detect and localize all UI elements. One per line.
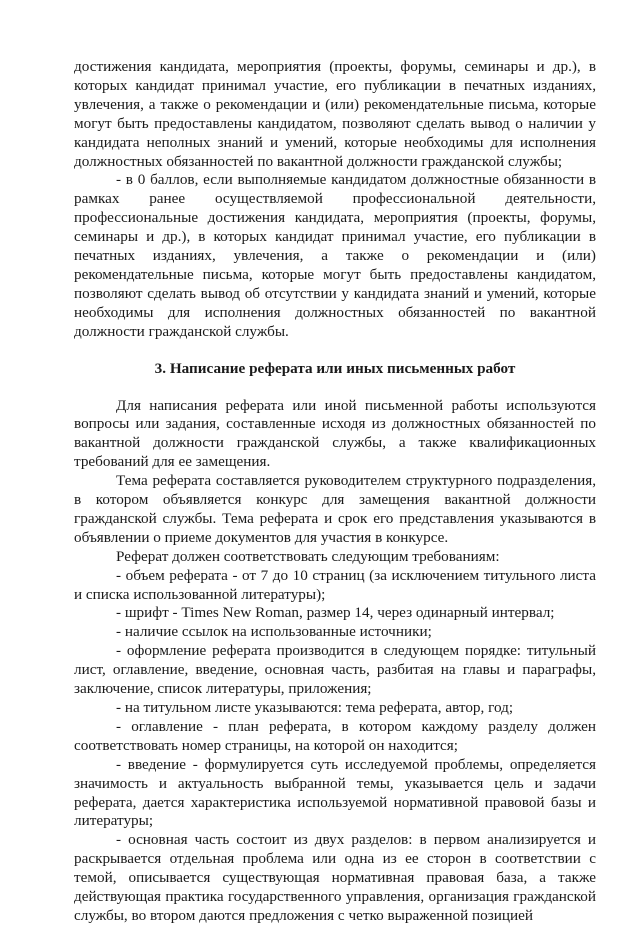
section-heading: 3. Написание реферата или иных письменных работ [154,359,516,377]
list-item-introduction: - введение - формулируется суть исследуемой проблемы, определяется значимость и актуальность выбранной темы, указывается цель и задачи реферата, дается характеристика используемой нормативной правовой базы и литературы; [74,755,596,830]
paragraph-continuation: достижения кандидата, мероприятия (проекты, форумы, семинары и др.), в которых кандидат принимал участие, его публикации в печатных изданиях, увлечения, а также о рекомендации и (или) рекомендательные письма, которые могут быть предоставлены кандидатом, позволяют сделать вывод о наличии у кандидата неполных знаний и умений, которые необходимы для исполнения должностных обязанностей по вакантной должности гражданской службы; [74,58,596,170]
list-item-table-of-contents: - оглавление - план реферата, в котором каждому разделу должен соответствовать номер страницы, на которой он находится; [74,717,596,754]
paragraph-essay-topic: Тема реферата составляется руководителем структурного подразделения, в котором объявляется конкурс для замещения вакантной должности гражданской службы. Тема реферата и срок его представления указываются в объявлении о приеме документов для участия в конкурсе. [74,472,596,546]
list-item-volume: - объем реферата - от 7 до 10 страниц (за исключением титульного листа и списка использованной литературы); [74,566,596,603]
paragraph-zero-points: - в 0 баллов, если выполняемые кандидатом должностные обязанности в рамках ранее осуществляемой профессиональной деятельности, профессиональные достижения кандидата, мероприятия (проекты, форумы, семинары и др.), в которых кандидат принимал участие, его публикации в печатных изданиях, увлечения, а также о рекомендации и (или) рекомендательные письма, которые могут быть предоставлены кандидатом, позволяют сделать вывод об отсутствии у кандидата знаний и умений, которые необходимы для исполнения должностных обязанностей по вакантной должности гражданской службы. [74,171,596,340]
paragraph-essay-questions: Для написания реферата или иной письменной работы используются вопросы или задания, составленные исходя из должностных обязанностей по вакантной должности гражданской службы, а также квалификационных требований для ее замещения. [74,396,596,471]
list-item-main-part: - основная часть состоит из двух разделов: в первом анализируется и раскрывается отдельная проблема или одна из ее сторон в соответствии с темой, описывается существующая нормативная правовая база, а также действующая практика государственного управления, организация гражданской службы, во втором даются предложения с четко выраженной позицией [74,831,596,924]
list-item-references: - наличие ссылок на использованные источники; [116,623,432,641]
list-item-font: - шрифт - Times New Roman, размер 14, через одинарный интервал; [116,604,555,622]
list-item-formatting-order: - оформление реферата производится в следующем порядке: титульный лист, оглавление, введение, основная часть, разбитая на главы и параграфы, заключение, список литературы, приложения; [74,642,596,698]
list-item-title-page: - на титульном листе указываются: тема реферата, автор, год; [116,699,514,716]
paragraph-requirements-intro: Реферат должен соответствовать следующим требованиям: [116,547,500,565]
document-page [74,58,596,926]
